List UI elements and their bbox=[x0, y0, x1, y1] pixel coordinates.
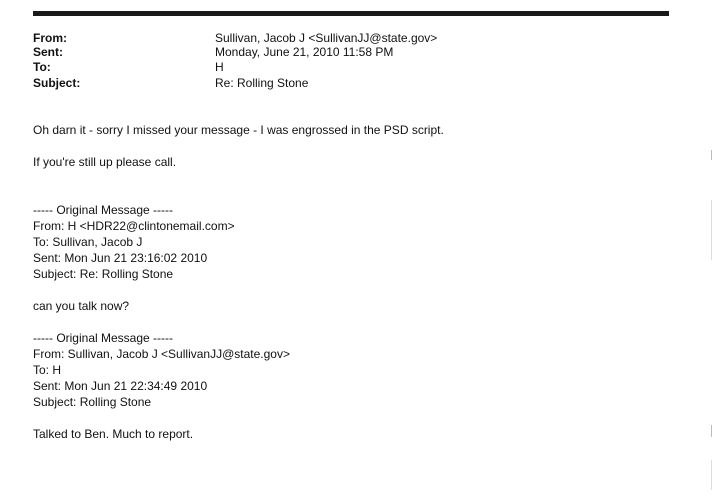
quoted-subject-2: Subject: Rolling Stone bbox=[33, 395, 152, 409]
quoted-text-2: Talked to Ben. Much to report. bbox=[33, 427, 194, 441]
quoted-divider-2: ----- Original Message ----- bbox=[33, 331, 174, 345]
quoted-sent-1: Sent: Mon Jun 21 23:16:02 2010 bbox=[33, 251, 208, 265]
scan-mark bbox=[711, 425, 712, 437]
from-label: From: bbox=[33, 31, 67, 45]
quoted-subject-1: Subject: Re: Rolling Stone bbox=[33, 267, 174, 281]
header-rule bbox=[33, 11, 669, 16]
quoted-sent-2: Sent: Mon Jun 21 22:34:49 2010 bbox=[33, 379, 208, 393]
body-paragraph-2: If you're still up please call. bbox=[33, 155, 177, 169]
scan-mark bbox=[711, 200, 712, 260]
scan-mark bbox=[711, 460, 712, 490]
quoted-from-2: From: Sullivan, Jacob J <SullivanJJ@state.gov> bbox=[33, 347, 290, 361]
quoted-text-1: can you talk now? bbox=[33, 299, 130, 313]
quoted-divider-1: ----- Original Message ----- bbox=[33, 203, 174, 217]
sent-value: Monday, June 21, 2010 11:58 PM bbox=[215, 45, 394, 59]
body-paragraph-1: Oh darn it - sorry I missed your message - I was engrossed in the PSD script. bbox=[33, 123, 444, 137]
subject-label: Subject: bbox=[33, 76, 81, 90]
quoted-from-1: From: H <HDR22@clintonemail.com> bbox=[33, 219, 235, 233]
quoted-to-2: To: H bbox=[33, 363, 62, 377]
quoted-to-1: To: Sullivan, Jacob J bbox=[33, 235, 143, 249]
to-label: To: bbox=[33, 60, 51, 74]
scan-mark bbox=[711, 150, 712, 160]
from-value: Sullivan, Jacob J <SullivanJJ@state.gov> bbox=[215, 31, 438, 45]
to-value: H bbox=[215, 60, 224, 74]
sent-label: Sent: bbox=[33, 45, 63, 59]
subject-value: Re: Rolling Stone bbox=[215, 76, 309, 90]
